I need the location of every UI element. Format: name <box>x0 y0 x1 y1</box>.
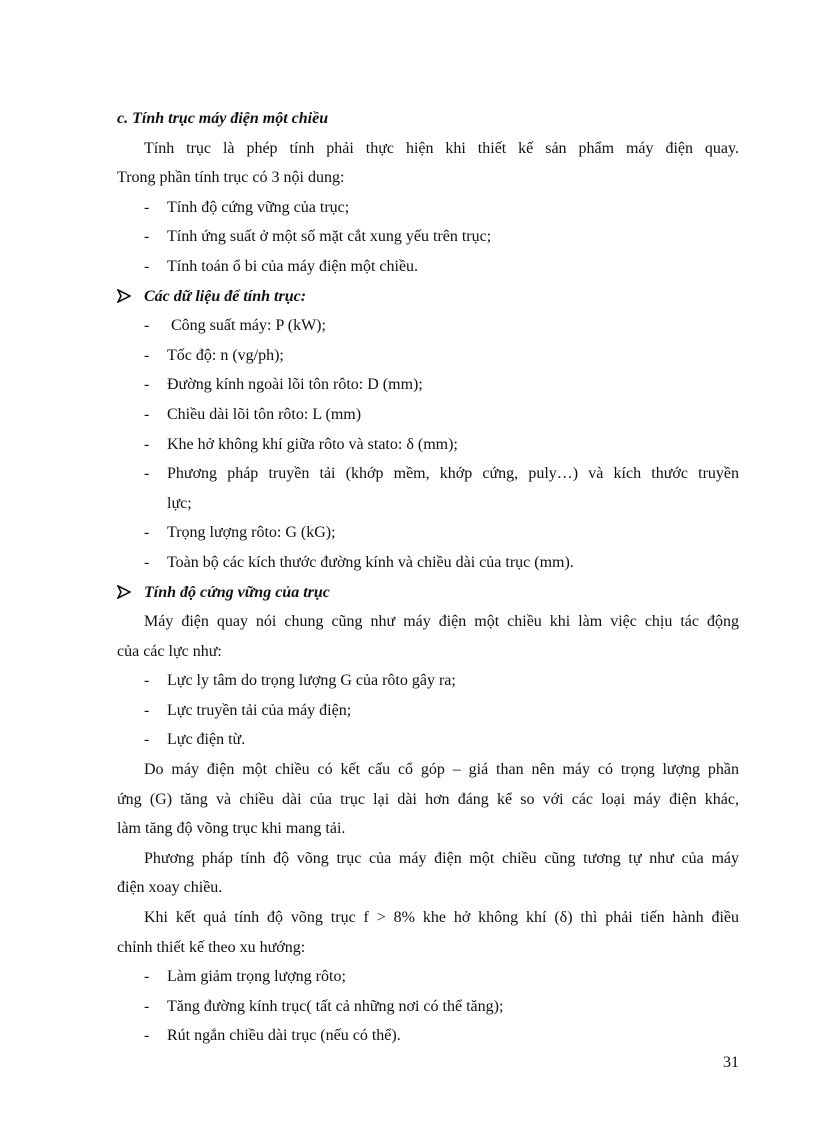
dash-marker: - <box>144 968 150 986</box>
dash-marker: - <box>144 553 150 571</box>
list-item <box>117 518 739 548</box>
dash-marker: - <box>144 701 150 719</box>
stiffness-heading-text: Tính độ cứng vững của trục <box>144 583 330 601</box>
list-item-text: Tính toán ổ bi của máy điện một chiều. <box>167 257 419 275</box>
list-item-text: Đường kính ngoài lõi tôn rôto: D (mm); <box>167 376 423 394</box>
dash-marker: - <box>144 435 150 453</box>
dash-marker: - <box>144 731 150 749</box>
list-item <box>117 459 739 489</box>
dash-marker: - <box>144 997 150 1015</box>
list-item <box>117 548 739 578</box>
dash-marker: - <box>144 257 150 275</box>
list-item-text: Trọng lượng rôto: G (kG); <box>167 524 336 542</box>
page-content <box>117 104 739 1051</box>
result-para-line-1: Khi kết quả tính độ võng trục f > 8% khe hở không khí (δ) thì phải tiến hành điều <box>144 909 739 927</box>
forces-intro-line-2: của các lực như: <box>117 642 222 660</box>
list-item-text: Toàn bộ các kích thước đường kính và chiều dài của trục (mm). <box>167 553 574 571</box>
list-item-text: Khe hở không khí giữa rôto và stato: δ (mm); <box>167 435 458 453</box>
list-item <box>117 725 739 755</box>
list-item <box>117 696 739 726</box>
dash-marker: - <box>144 672 150 690</box>
arrow-bullet-icon <box>117 578 144 608</box>
commutator-para-line-1: Do máy điện một chiều có kết cấu cổ góp – giá than nên máy có trọng lượng phần <box>144 761 739 779</box>
list-item <box>117 311 739 341</box>
list-item-continuation: lực; <box>167 494 192 512</box>
method-para-line-2: điện xoay chiều. <box>117 879 223 897</box>
list-item-text: Tốc độ: n (vg/ph); <box>167 346 284 364</box>
arrow-bullet-icon <box>117 282 144 312</box>
list-item <box>117 400 739 430</box>
list-item <box>117 666 739 696</box>
result-para-line-2: chỉnh thiết kế theo xu hướng: <box>117 938 306 956</box>
dash-marker: - <box>144 465 150 483</box>
list-item-text: Lực ly tâm do trọng lượng G của rôto gây ra; <box>167 672 456 690</box>
list-item-text: Phương pháp truyền tải (khớp mềm, khớp cứng, puly…) và kích thước truyền <box>167 465 739 483</box>
section-heading: c. Tính trục máy điện một chiều <box>117 110 329 127</box>
dash-marker: - <box>144 524 150 542</box>
page-number: 31 <box>723 1054 739 1071</box>
list-item <box>117 370 739 400</box>
list-item <box>117 1021 739 1051</box>
list-item-text: Chiều dài lõi tôn rôto: L (mm) <box>167 405 362 423</box>
dash-marker: - <box>144 1027 150 1045</box>
dash-marker: - <box>144 346 150 364</box>
list-item-text: Làm giảm trọng lượng rôto; <box>167 968 346 986</box>
list-item-text: Lực điện từ. <box>167 731 246 749</box>
list-item-text: Lực truyền tải của máy điện; <box>167 701 352 719</box>
list-item-text: Rút ngắn chiều dài trục (nếu có thể). <box>167 1027 401 1045</box>
dash-marker: - <box>144 376 150 394</box>
list-item <box>117 252 739 282</box>
forces-intro-line-1: Máy điện quay nói chung cũng như máy điện một chiều khi làm việc chịu tác động <box>144 613 739 631</box>
list-item <box>117 222 739 252</box>
list-item <box>117 430 739 460</box>
commutator-para-line-2: ứng (G) tăng và chiều dài của trục lại dài hơn đáng kể so với các loại máy điện khác, <box>117 790 739 808</box>
dash-marker: - <box>144 198 150 216</box>
list-item-text: Công suất máy: P (kW); <box>167 317 326 335</box>
data-heading <box>117 282 739 312</box>
list-item <box>117 992 739 1022</box>
dash-marker: - <box>144 405 150 423</box>
list-item <box>117 962 739 992</box>
intro-line-2: Trong phần tính trục có 3 nội dung: <box>117 169 345 187</box>
commutator-para-line-3: làm tăng độ võng trục khi mang tải. <box>117 820 346 838</box>
method-para-line-1: Phương pháp tính độ võng trục của máy điện một chiều cũng tương tự như của máy <box>144 849 739 867</box>
data-heading-text: Các dữ liệu để tính trục: <box>144 287 307 305</box>
intro-line-1: Tính trục là phép tính phải thực hiện khi thiết kế sản phẩm máy điện quay. <box>144 139 739 157</box>
list-item-text: Tăng đường kính trục( tất cả những nơi có thể tăng); <box>167 997 504 1015</box>
dash-marker: - <box>144 317 150 335</box>
list-item-text: Tính độ cứng vững của trục; <box>167 198 350 216</box>
list-item <box>117 341 739 371</box>
list-item-text: Tính ứng suất ở một số mặt cắt xung yếu trên trục; <box>167 228 492 246</box>
dash-marker: - <box>144 228 150 246</box>
stiffness-heading <box>117 578 739 608</box>
list-item <box>117 193 739 223</box>
